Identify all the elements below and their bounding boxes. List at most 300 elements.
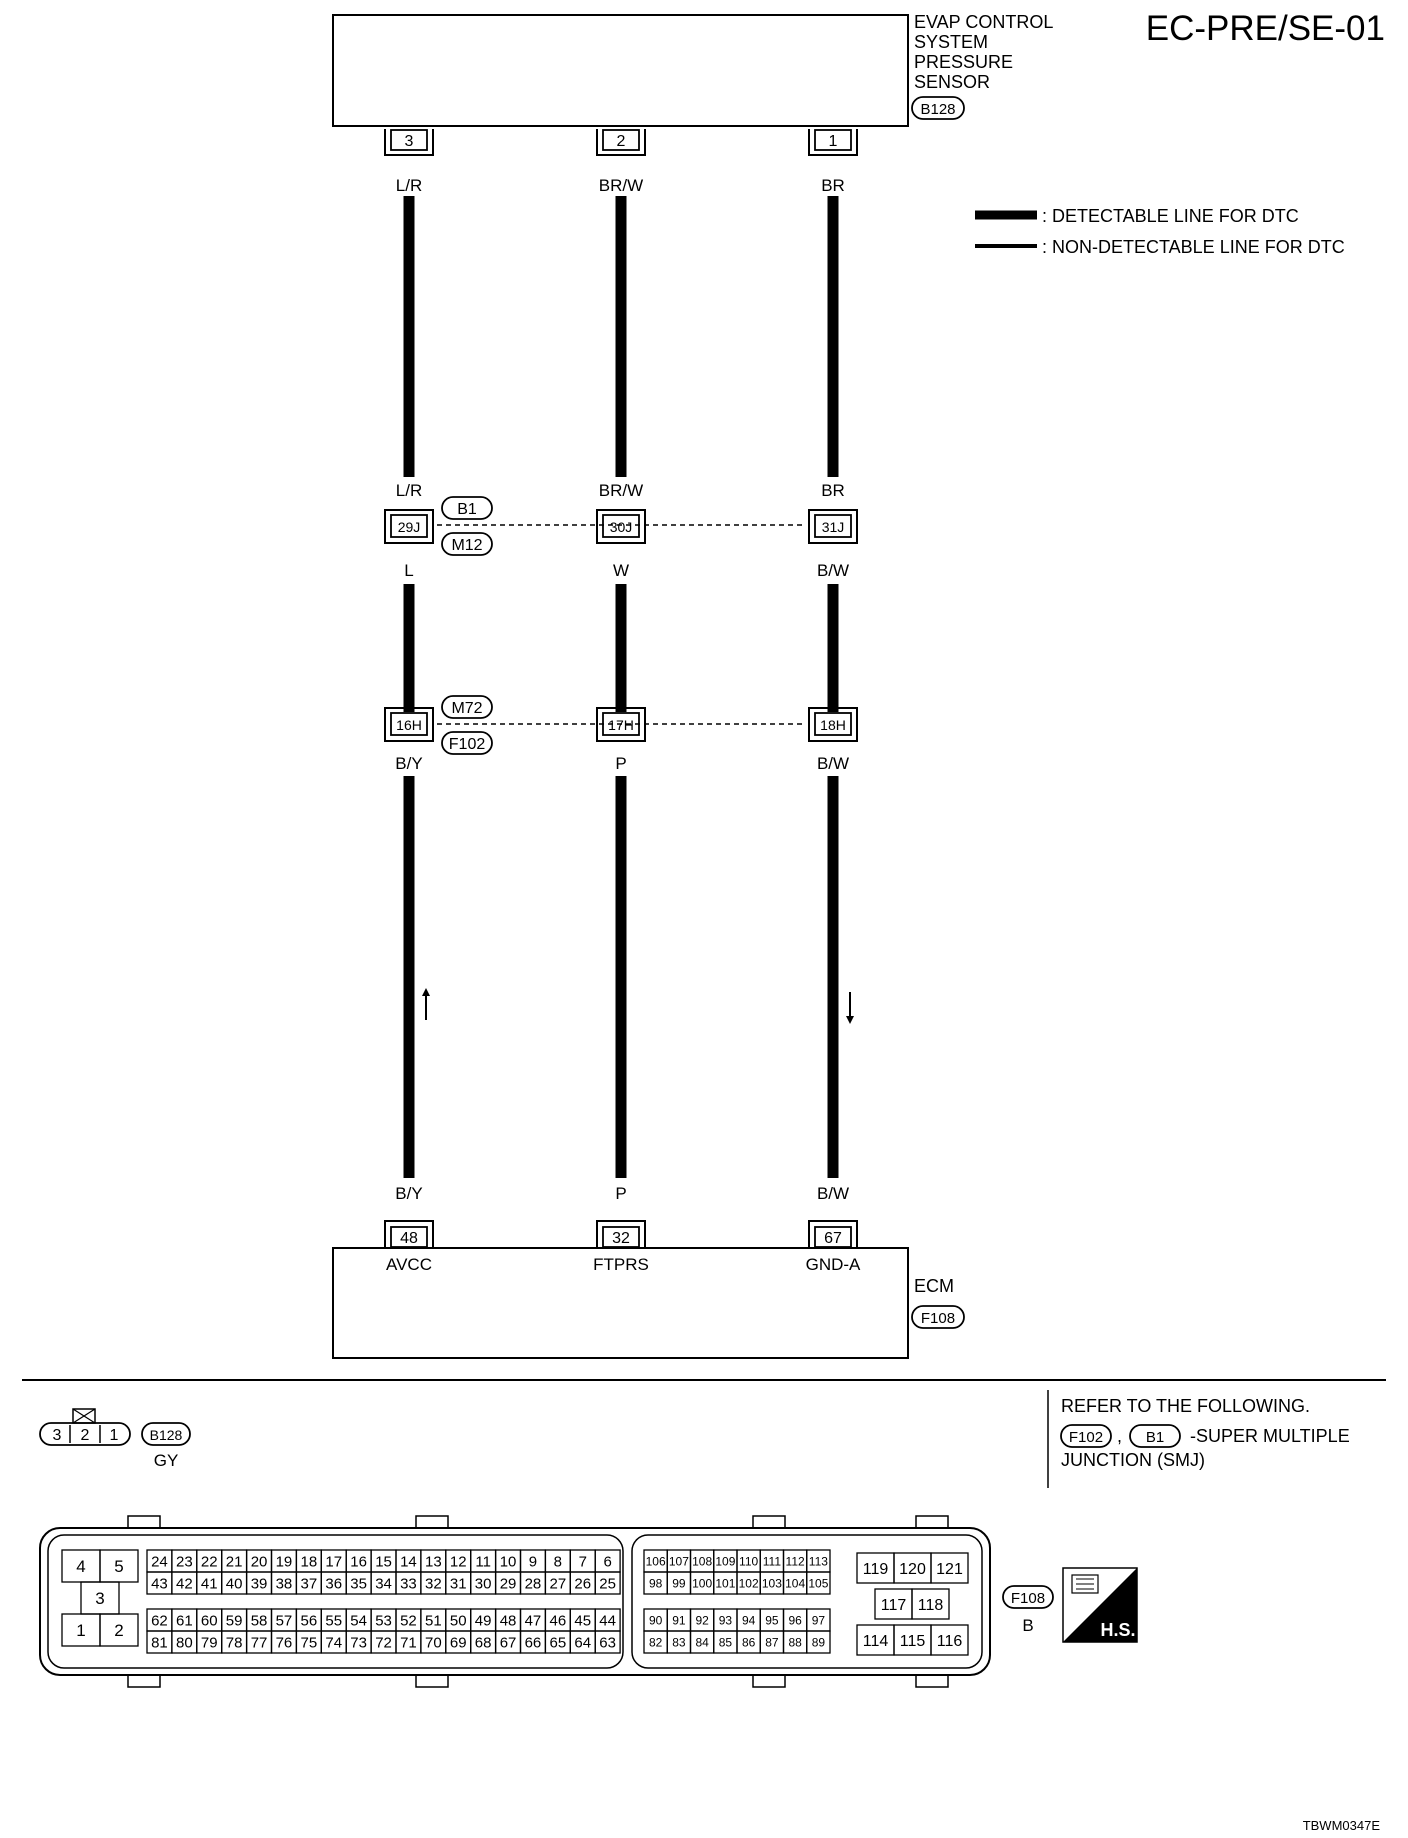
svg-text:42: 42 bbox=[176, 1575, 193, 1593]
svg-text:92: 92 bbox=[695, 1613, 709, 1628]
svg-text:114: 114 bbox=[862, 1632, 889, 1650]
f108-pin-cell bbox=[784, 1609, 807, 1631]
f108-pin-cell bbox=[931, 1553, 968, 1583]
svg-text:107: 107 bbox=[668, 1554, 689, 1569]
svg-text:3: 3 bbox=[52, 1427, 62, 1444]
svg-text:117: 117 bbox=[880, 1596, 907, 1614]
svg-text:10: 10 bbox=[499, 1553, 517, 1571]
f108-pin-cell bbox=[222, 1609, 247, 1631]
f108-pin-cell bbox=[147, 1550, 172, 1572]
svg-text:90: 90 bbox=[648, 1613, 663, 1628]
wire-color-label: BR/W bbox=[598, 481, 644, 500]
svg-text:9: 9 bbox=[528, 1553, 538, 1571]
f108-pin-cell bbox=[667, 1609, 690, 1631]
svg-text:78: 78 bbox=[225, 1634, 243, 1652]
svg-text:16: 16 bbox=[350, 1553, 367, 1571]
junction2-tag-f102 bbox=[442, 732, 492, 754]
sensor-label: EVAP CONTROL SYSTEM PRESSURE SENSOR bbox=[914, 12, 1053, 92]
svg-text:115: 115 bbox=[899, 1632, 926, 1650]
wire-color-label: P bbox=[615, 754, 627, 773]
svg-text:30: 30 bbox=[474, 1575, 492, 1593]
f108-pin-cell bbox=[100, 1550, 138, 1582]
svg-text:11: 11 bbox=[475, 1553, 491, 1571]
svg-text:105: 105 bbox=[808, 1576, 829, 1591]
svg-text:94: 94 bbox=[741, 1613, 756, 1628]
legend bbox=[975, 206, 1345, 257]
f108-pin-cell bbox=[396, 1609, 421, 1631]
svg-text:53: 53 bbox=[375, 1612, 392, 1630]
f108-pin-cell bbox=[714, 1572, 737, 1594]
f108-pin-cell bbox=[760, 1631, 783, 1653]
svg-text:83: 83 bbox=[672, 1635, 686, 1650]
svg-text:85: 85 bbox=[718, 1635, 733, 1650]
f108-pin-cell bbox=[396, 1631, 421, 1653]
f108-pin-cell bbox=[471, 1550, 496, 1572]
f108-pin-cell bbox=[346, 1609, 371, 1631]
f108-pin-cell bbox=[667, 1550, 690, 1572]
svg-text:40: 40 bbox=[225, 1575, 243, 1593]
f108-pin-cell bbox=[197, 1550, 222, 1572]
f108-pin-cell bbox=[100, 1614, 138, 1646]
sensor-pin-label: 2 bbox=[616, 133, 626, 150]
svg-text:56: 56 bbox=[300, 1612, 318, 1630]
f108-pin-cell bbox=[784, 1550, 807, 1572]
svg-text:55: 55 bbox=[325, 1612, 343, 1630]
f108-pin-cell bbox=[62, 1550, 100, 1582]
f108-pin-cell bbox=[197, 1631, 222, 1653]
svg-text:22: 22 bbox=[200, 1553, 218, 1571]
svg-text:70: 70 bbox=[425, 1634, 442, 1652]
legend-detectable: : DETECTABLE LINE FOR DTC bbox=[1042, 206, 1299, 226]
svg-text:48: 48 bbox=[499, 1612, 517, 1630]
svg-text:33: 33 bbox=[400, 1575, 417, 1593]
f108-pin-cell bbox=[396, 1572, 421, 1594]
footer-code: TBWM0347E bbox=[1302, 1818, 1380, 1833]
svg-text:112: 112 bbox=[785, 1554, 805, 1569]
f108-pin-cell bbox=[595, 1609, 620, 1631]
f108-pin-cell bbox=[222, 1572, 247, 1594]
f108-pin-cell bbox=[521, 1572, 546, 1594]
f108-pin-cell bbox=[545, 1631, 570, 1653]
ecm-signal-label: AVCC bbox=[386, 1255, 432, 1274]
f108-pin-cell bbox=[496, 1572, 521, 1594]
f108-pin-cell bbox=[247, 1609, 272, 1631]
svg-text:M72: M72 bbox=[451, 700, 483, 717]
f108-pin-cell bbox=[296, 1631, 321, 1653]
svg-text:8: 8 bbox=[553, 1553, 563, 1571]
svg-text:110: 110 bbox=[739, 1554, 759, 1569]
f108-pin-cell bbox=[197, 1609, 222, 1631]
f108-pin-cell bbox=[172, 1550, 197, 1572]
svg-text:35: 35 bbox=[350, 1575, 367, 1593]
f108-pin-cell bbox=[396, 1550, 421, 1572]
f108-pin-cell bbox=[496, 1631, 521, 1653]
f108-pin-cell bbox=[147, 1631, 172, 1653]
wire-color-label: P bbox=[615, 1184, 627, 1203]
svg-text:M12: M12 bbox=[451, 537, 483, 554]
f108-pin-cell bbox=[346, 1631, 371, 1653]
wire-color-label: L bbox=[404, 561, 414, 580]
wire-color-label: B/W bbox=[816, 1184, 850, 1203]
f108-pin-cell bbox=[296, 1609, 321, 1631]
svg-text:B128: B128 bbox=[920, 101, 956, 118]
f108-pin-cell bbox=[371, 1609, 396, 1631]
svg-text:21: 21 bbox=[225, 1553, 243, 1571]
f108-pin-cell bbox=[595, 1550, 620, 1572]
svg-text:JUNCTION (SMJ): JUNCTION (SMJ) bbox=[1061, 1450, 1205, 1470]
f108-pin-cell bbox=[760, 1550, 783, 1572]
svg-text:98: 98 bbox=[648, 1576, 663, 1591]
f108-pin-cell bbox=[644, 1609, 667, 1631]
f108-pin-cell bbox=[691, 1550, 714, 1572]
f108-pin-cell bbox=[857, 1553, 894, 1583]
f108-pin-cell bbox=[272, 1631, 297, 1653]
f108-pin-cell bbox=[595, 1572, 620, 1594]
f108-pin-cell bbox=[222, 1631, 247, 1653]
svg-text:46: 46 bbox=[549, 1612, 567, 1630]
f108-pin-cell bbox=[296, 1572, 321, 1594]
svg-text:17: 17 bbox=[325, 1553, 343, 1571]
f108-pin-cell bbox=[272, 1550, 297, 1572]
svg-text:REFER TO THE FOLLOWING.: REFER TO THE FOLLOWING. bbox=[1061, 1396, 1311, 1416]
svg-text:72: 72 bbox=[375, 1634, 392, 1652]
f108-pin-cell bbox=[691, 1572, 714, 1594]
svg-text:4: 4 bbox=[76, 1557, 86, 1577]
svg-text:116: 116 bbox=[936, 1632, 963, 1650]
wire-color-label: BR bbox=[821, 481, 845, 500]
svg-text:34: 34 bbox=[375, 1575, 392, 1593]
f108-pin-cell bbox=[714, 1631, 737, 1653]
f108-pin-cell bbox=[421, 1550, 446, 1572]
svg-text:37: 37 bbox=[300, 1575, 318, 1593]
svg-text:76: 76 bbox=[275, 1634, 293, 1652]
svg-text:93: 93 bbox=[718, 1613, 733, 1628]
f108-pin-cell bbox=[321, 1572, 346, 1594]
svg-text:86: 86 bbox=[741, 1635, 756, 1650]
f108-pin-cell bbox=[875, 1589, 912, 1619]
svg-text:111: 111 bbox=[762, 1554, 781, 1569]
svg-text:F108: F108 bbox=[920, 1310, 956, 1327]
f108-pin-cell bbox=[247, 1631, 272, 1653]
f108-pin-cell bbox=[760, 1609, 783, 1631]
f108-pin-cell bbox=[644, 1572, 667, 1594]
f108-pin-cell bbox=[247, 1572, 272, 1594]
wire-color-label: B/Y bbox=[395, 754, 423, 773]
f108-pin-cell bbox=[62, 1614, 100, 1646]
f108-pin-cell bbox=[737, 1609, 760, 1631]
junction1-tag-b1 bbox=[442, 497, 492, 519]
svg-text:26: 26 bbox=[574, 1575, 592, 1593]
sensor-pin-label: 3 bbox=[404, 133, 414, 150]
svg-text:31: 31 bbox=[449, 1575, 467, 1593]
wire-color-label: B/W bbox=[816, 754, 850, 773]
wire-color-label: W bbox=[612, 561, 630, 580]
svg-text:66: 66 bbox=[524, 1634, 542, 1652]
svg-text:41: 41 bbox=[200, 1575, 218, 1593]
ecm-pin-label: 48 bbox=[400, 1230, 418, 1247]
wire-color-label: B/Y bbox=[395, 1184, 423, 1203]
svg-text:68: 68 bbox=[474, 1634, 492, 1652]
b128-connector-face bbox=[40, 1409, 190, 1470]
svg-text:23: 23 bbox=[176, 1553, 193, 1571]
junction2-pin-label: 17H bbox=[608, 717, 634, 733]
circuit-1 bbox=[385, 129, 433, 1274]
f108-connector-tag bbox=[1003, 1586, 1053, 1635]
f108-pin-cell bbox=[371, 1550, 396, 1572]
svg-text:118: 118 bbox=[917, 1596, 944, 1614]
svg-text:1: 1 bbox=[76, 1621, 86, 1641]
svg-text:B128: B128 bbox=[149, 1427, 183, 1443]
svg-text:54: 54 bbox=[350, 1612, 367, 1630]
svg-text:58: 58 bbox=[250, 1612, 268, 1630]
svg-text:60: 60 bbox=[200, 1612, 218, 1630]
f108-pin-cell bbox=[147, 1572, 172, 1594]
ecm-signal-label: FTPRS bbox=[593, 1255, 649, 1274]
f108-pin-cell bbox=[570, 1572, 595, 1594]
f108-pin-cell bbox=[321, 1609, 346, 1631]
wire-color-label: B/W bbox=[816, 561, 850, 580]
svg-text:95: 95 bbox=[765, 1613, 779, 1628]
svg-text:62: 62 bbox=[151, 1612, 168, 1630]
f108-pin-cell bbox=[570, 1631, 595, 1653]
f108-pin-cell bbox=[807, 1550, 830, 1572]
f108-pin-cell bbox=[321, 1550, 346, 1572]
svg-text:74: 74 bbox=[325, 1634, 343, 1652]
svg-text:3: 3 bbox=[95, 1589, 105, 1609]
svg-text:2: 2 bbox=[80, 1427, 90, 1444]
svg-text:19: 19 bbox=[275, 1553, 293, 1571]
f108-pin-cell bbox=[296, 1550, 321, 1572]
svg-text:14: 14 bbox=[400, 1553, 417, 1571]
svg-text:B1: B1 bbox=[457, 501, 477, 518]
f108-pin-cell bbox=[421, 1572, 446, 1594]
svg-text:20: 20 bbox=[250, 1553, 268, 1571]
legend-non-detectable: : NON-DETECTABLE LINE FOR DTC bbox=[1042, 237, 1345, 257]
f108-pin-cell bbox=[570, 1550, 595, 1572]
sensor-box bbox=[333, 15, 908, 126]
f108-pin-cell bbox=[521, 1631, 546, 1653]
f108-pin-cell bbox=[784, 1572, 807, 1594]
svg-text:29: 29 bbox=[499, 1575, 517, 1593]
svg-text:-SUPER MULTIPLE: -SUPER MULTIPLE bbox=[1190, 1426, 1350, 1446]
svg-text:39: 39 bbox=[250, 1575, 268, 1593]
svg-text:73: 73 bbox=[350, 1634, 367, 1652]
svg-text:B1: B1 bbox=[1145, 1429, 1165, 1446]
ecm-pin-label: 32 bbox=[612, 1230, 630, 1247]
svg-text:99: 99 bbox=[672, 1576, 686, 1591]
wire-color-label: L/R bbox=[395, 481, 423, 500]
f108-pin-cell bbox=[545, 1572, 570, 1594]
svg-text:27: 27 bbox=[549, 1575, 567, 1593]
svg-text:28: 28 bbox=[524, 1575, 542, 1593]
sensor-connector-tag bbox=[912, 97, 964, 119]
svg-text:38: 38 bbox=[275, 1575, 293, 1593]
svg-text:69: 69 bbox=[449, 1634, 467, 1652]
svg-text:18: 18 bbox=[300, 1553, 318, 1571]
f108-pin-cell bbox=[807, 1631, 830, 1653]
f108-pin-cell bbox=[421, 1609, 446, 1631]
f108-pin-cell bbox=[222, 1550, 247, 1572]
svg-text:103: 103 bbox=[761, 1576, 782, 1591]
svg-text:44: 44 bbox=[599, 1612, 616, 1630]
f108-pin-cell bbox=[272, 1572, 297, 1594]
svg-text:81: 81 bbox=[151, 1634, 168, 1652]
svg-text:50: 50 bbox=[449, 1612, 467, 1630]
svg-text:1: 1 bbox=[109, 1427, 119, 1444]
svg-text:87: 87 bbox=[765, 1635, 779, 1650]
f108-pin-cell bbox=[737, 1572, 760, 1594]
svg-text:49: 49 bbox=[474, 1612, 492, 1630]
svg-text:64: 64 bbox=[574, 1634, 592, 1652]
svg-text:91: 91 bbox=[672, 1613, 686, 1628]
f108-pin-cell bbox=[496, 1550, 521, 1572]
f108-pin-cell bbox=[346, 1550, 371, 1572]
svg-text:77: 77 bbox=[250, 1634, 268, 1652]
f108-pin-cell bbox=[545, 1550, 570, 1572]
ecm-signal-label: GND-A bbox=[805, 1255, 861, 1274]
f108-pin-cell bbox=[931, 1625, 968, 1655]
f108-pin-cell bbox=[521, 1550, 546, 1572]
f108-pin-cell bbox=[691, 1631, 714, 1653]
junction2-tag-m72 bbox=[442, 696, 492, 718]
f108-pin-cell bbox=[496, 1609, 521, 1631]
svg-text:97: 97 bbox=[811, 1613, 826, 1628]
junction2-pin-label: 16H bbox=[396, 717, 422, 733]
svg-text:36: 36 bbox=[325, 1575, 343, 1593]
f108-pin-cell bbox=[737, 1550, 760, 1572]
f108-pin-cell bbox=[471, 1631, 496, 1653]
svg-text:59: 59 bbox=[225, 1612, 243, 1630]
junction2-pin-label: 18H bbox=[820, 717, 846, 733]
svg-text:B: B bbox=[1022, 1616, 1034, 1635]
svg-text:25: 25 bbox=[599, 1575, 616, 1593]
f108-pin-cell bbox=[197, 1572, 222, 1594]
svg-text:109: 109 bbox=[715, 1554, 736, 1569]
svg-text:51: 51 bbox=[425, 1612, 442, 1630]
svg-text:84: 84 bbox=[695, 1635, 709, 1650]
f108-pin-cell bbox=[247, 1550, 272, 1572]
svg-text:F102: F102 bbox=[1068, 1429, 1104, 1446]
f108-pin-cell bbox=[521, 1609, 546, 1631]
f108-pin-cell bbox=[471, 1572, 496, 1594]
f108-pin-cell bbox=[446, 1609, 471, 1631]
f108-pin-cell bbox=[912, 1589, 949, 1619]
svg-text:32: 32 bbox=[425, 1575, 442, 1593]
junction1-pin-label: 30J bbox=[609, 519, 633, 535]
f108-pin-cell bbox=[667, 1631, 690, 1653]
f108-pin-cell bbox=[714, 1609, 737, 1631]
f108-pin-cell bbox=[172, 1609, 197, 1631]
svg-text:5: 5 bbox=[114, 1557, 124, 1577]
svg-text:79: 79 bbox=[200, 1634, 218, 1652]
f108-pin-cell bbox=[321, 1631, 346, 1653]
f108-pin-cell bbox=[644, 1550, 667, 1572]
svg-text:13: 13 bbox=[425, 1553, 442, 1571]
svg-text:GY: GY bbox=[153, 1451, 179, 1470]
f108-pin-cell bbox=[784, 1631, 807, 1653]
svg-text:82: 82 bbox=[648, 1635, 663, 1650]
svg-text:88: 88 bbox=[788, 1635, 802, 1650]
svg-text:H.S.: H.S. bbox=[1100, 1620, 1136, 1640]
circuit-2 bbox=[593, 129, 649, 1274]
f108-pin-cell bbox=[471, 1609, 496, 1631]
svg-text:96: 96 bbox=[788, 1613, 802, 1628]
f108-pin-cell bbox=[421, 1631, 446, 1653]
f108-pin-cell bbox=[346, 1572, 371, 1594]
svg-text:63: 63 bbox=[599, 1634, 616, 1652]
svg-text:24: 24 bbox=[151, 1553, 168, 1571]
f108-pin-cell bbox=[894, 1625, 931, 1655]
svg-text:102: 102 bbox=[738, 1576, 759, 1591]
f108-pin-cell bbox=[857, 1625, 894, 1655]
f108-pin-cell bbox=[446, 1572, 471, 1594]
svg-text:71: 71 bbox=[400, 1634, 417, 1652]
f108-pin-cell bbox=[570, 1609, 595, 1631]
f108-pin-cell bbox=[172, 1572, 197, 1594]
f108-connector-face bbox=[40, 1516, 990, 1687]
svg-text:F108: F108 bbox=[1010, 1590, 1046, 1607]
f108-pin-cell bbox=[691, 1609, 714, 1631]
svg-text:120: 120 bbox=[899, 1560, 926, 1578]
sensor-pin-label: 1 bbox=[828, 133, 838, 150]
svg-text:108: 108 bbox=[692, 1554, 713, 1569]
ecm-connector-tag bbox=[912, 1306, 964, 1328]
svg-text:45: 45 bbox=[574, 1612, 592, 1630]
circuit-3 bbox=[806, 129, 861, 1274]
junction1-pin-label: 29J bbox=[397, 519, 421, 535]
svg-text:119: 119 bbox=[862, 1560, 889, 1578]
svg-text:52: 52 bbox=[400, 1612, 417, 1630]
svg-text:2: 2 bbox=[114, 1621, 124, 1641]
f108-pin-cell bbox=[446, 1631, 471, 1653]
harness-side-icon bbox=[1063, 1568, 1137, 1642]
svg-text:6: 6 bbox=[603, 1553, 612, 1571]
f108-pin-cell bbox=[737, 1631, 760, 1653]
f108-pin-cell bbox=[595, 1631, 620, 1653]
svg-text:57: 57 bbox=[275, 1612, 293, 1630]
wire-color-label: BR bbox=[821, 176, 845, 195]
wire-color-label: L/R bbox=[395, 176, 423, 195]
f108-pin-cell bbox=[147, 1609, 172, 1631]
ecm-label: ECM bbox=[914, 1276, 954, 1296]
svg-text:113: 113 bbox=[808, 1554, 828, 1569]
svg-text:75: 75 bbox=[300, 1634, 318, 1652]
f108-pin-cell bbox=[371, 1631, 396, 1653]
f108-pin-cell bbox=[272, 1609, 297, 1631]
ecm-pin-label: 67 bbox=[824, 1230, 842, 1247]
f108-pin-cell bbox=[807, 1572, 830, 1594]
f108-pin-cell bbox=[446, 1550, 471, 1572]
svg-text:80: 80 bbox=[176, 1634, 193, 1652]
svg-text:61: 61 bbox=[176, 1612, 193, 1630]
f108-pin-cell bbox=[894, 1553, 931, 1583]
svg-text:47: 47 bbox=[524, 1612, 542, 1630]
svg-text:121: 121 bbox=[936, 1560, 963, 1578]
svg-text:106: 106 bbox=[645, 1554, 666, 1569]
f108-pin-cell bbox=[371, 1572, 396, 1594]
f108-pin-cell bbox=[760, 1572, 783, 1594]
svg-text:101: 101 bbox=[715, 1576, 736, 1591]
svg-text:65: 65 bbox=[549, 1634, 567, 1652]
f108-pin-cell bbox=[545, 1609, 570, 1631]
svg-text:7: 7 bbox=[578, 1553, 587, 1571]
f108-pin-cell bbox=[667, 1572, 690, 1594]
svg-text:,: , bbox=[1117, 1426, 1123, 1446]
f108-pin-cell bbox=[714, 1550, 737, 1572]
svg-text:F102: F102 bbox=[448, 736, 486, 753]
svg-text:100: 100 bbox=[692, 1576, 713, 1591]
junction1-pin-label: 31J bbox=[821, 519, 845, 535]
